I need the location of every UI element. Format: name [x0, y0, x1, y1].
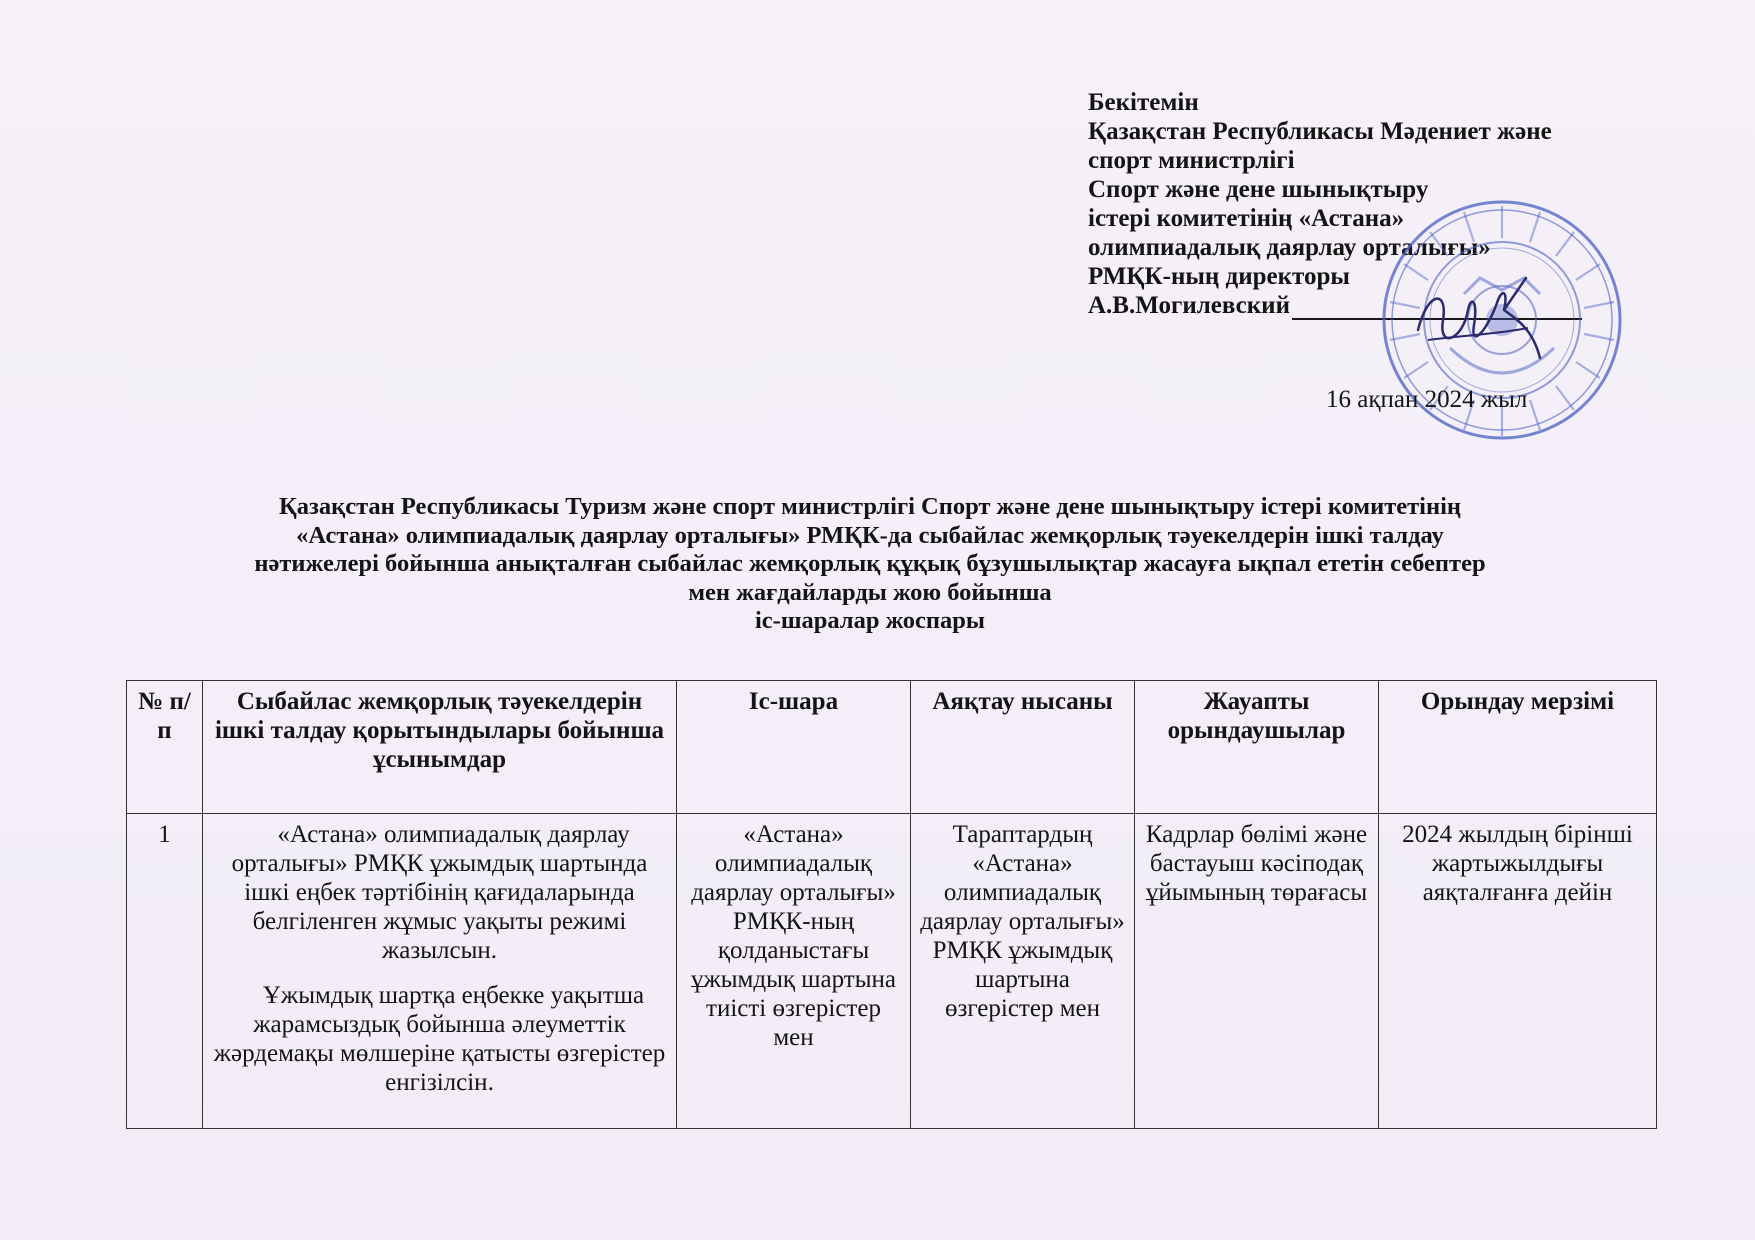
- header-measure: Іс-шара: [677, 681, 911, 814]
- table-row: [127, 814, 1657, 1129]
- header-completion: Аяқтау нысаны: [911, 681, 1135, 814]
- title-line: іс-шаралар жоспары: [754, 607, 985, 634]
- approval-line: Бекітемін: [1088, 89, 1199, 116]
- title-line: «Астана» олимпиадалық даярлау орталығы» РМҚК-да сыбайлас жемқорлық тәуекелдерін ішкі талдау: [296, 521, 1444, 549]
- title-line: нәтижелері бойынша анықталған сыбайлас жемқорлық құқық бұзушылықтар жасауға ықпал ететін себептер: [254, 550, 1486, 577]
- recommendation-paragraph: Ұжымдық шартқа еңбекке уақытша жарамсыздық бойынша әлеуметтік жәрдемақы мөлшеріне қатысты өзгерістер енгізілсін.: [213, 982, 666, 1096]
- action-plan-table: [126, 680, 1657, 1129]
- signer-name: А.В.Могилевский: [1088, 292, 1290, 319]
- approval-line: спорт министрлігі: [1088, 147, 1295, 174]
- approval-line: Спорт және дене шынықтыру: [1088, 176, 1429, 203]
- cell-completion: Тараптардың «Астана» олимпиадалық даярлау орталығы» РМҚК ұжымдық шартына өзгерістер мен: [911, 814, 1135, 1129]
- cell-measure: «Астана» олимпиадалық даярлау орталығы» РМҚК-ның қолданыстағы ұжымдық шартына тиісті өзгерістер мен: [677, 814, 911, 1129]
- header-deadline: Орындау мерзімі: [1379, 681, 1657, 814]
- title-line: Қазақстан Республикасы Туризм және спорт министрлігі Спорт және дене шынықтыру істері комитетінің: [278, 493, 1462, 520]
- header-num: № п/п: [127, 681, 203, 814]
- header-recommendations: Сыбайлас жемқорлық тәуекелдерін ішкі талдау қорытындылары бойынша ұсынымдар: [203, 681, 677, 814]
- cell-num: 1: [127, 814, 203, 1129]
- approval-date: 16 ақпан 2024 жыл: [1326, 386, 1528, 413]
- title-line: мен жағдайларды жою бойынша: [688, 578, 1052, 606]
- approval-line: олимпиадалық даярлау орталығы»: [1088, 234, 1491, 261]
- approval-line: РМҚК-ның директоры: [1088, 263, 1350, 290]
- approval-line: істері комитетінің «Астана»: [1088, 205, 1405, 232]
- signature-icon: [1408, 270, 1548, 370]
- recommendation-paragraph: «Астана» олимпиадалық даярлау орталығы» РМҚК ұжымдық шартында ішкі еңбек тәртібінің қағидаларында белгіленген жұмыс уақыты режимі жазылсын.: [231, 821, 648, 964]
- table-header-row: [127, 681, 1657, 814]
- cell-responsible: Кадрлар бөлімі және бастауыш кәсіподақ ұйымының төрағасы: [1135, 814, 1379, 1129]
- approval-line: Қазақстан Республикасы Мәдениет және: [1088, 118, 1552, 145]
- header-responsible: Жауапты орындаушылар: [1135, 681, 1379, 814]
- cell-deadline: 2024 жылдың бірінші жартыжылдығы аяқталғанға дейін: [1379, 814, 1657, 1129]
- document-title: [120, 493, 1620, 636]
- cell-recommendation: [203, 814, 677, 1129]
